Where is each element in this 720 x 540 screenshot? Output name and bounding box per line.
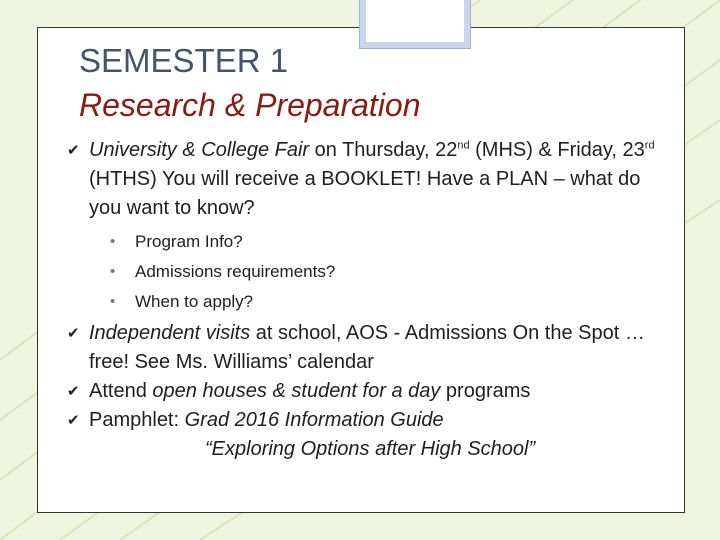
bullet-fair [67,136,667,317]
bullet-open-houses [67,377,667,406]
fair-friday-text: (MHS) & Friday, 23 [469,139,645,161]
programs-text: programs [440,380,531,402]
check-box-icon: ✔ [67,412,80,429]
attend-text: Attend [89,380,153,402]
check-box-icon: ✔ [67,325,80,342]
slide-subtitle: Research & Preparation [79,87,421,123]
check-box-icon: ✔ [67,383,80,400]
subitem-label: Admissions requirements? [135,262,336,281]
fair-date-suffix: nd [457,139,470,152]
fair-label: University & College Fair [89,139,310,161]
fair-subitems [89,227,667,317]
visits-label: Independent visits [89,322,251,344]
list-item [110,287,667,317]
slide-title: SEMESTER 1 [79,42,289,79]
guide-title: Grad 2016 Information Guide [184,409,444,431]
list-item [110,227,667,257]
fair-friday-suffix: rd [644,139,655,152]
guide-subtitle: “Exploring Options after High School” [205,438,536,460]
bullet-pamphlet [67,406,667,464]
list-item [110,257,667,287]
open-houses-label: open houses & student for a day [152,380,441,402]
visits-text: at school, AOS - Admissions On the Spot … free! See Ms. Williams’ calendar [89,322,645,373]
fair-date-text: on Thursday, 22 [309,139,458,161]
bullet-dot-icon: • [110,293,116,310]
bullet-dot-icon: • [110,263,116,280]
subitem-label: Program Info? [135,232,243,251]
bullet-list [67,136,667,464]
subitem-label: When to apply? [135,292,254,311]
decorative-box [360,0,470,48]
fair-booklet-text: (HTHS) You will receive a BOOKLET! Have a PLAN – what do you want to know? [89,168,641,219]
bullet-visits [67,319,667,377]
bullet-dot-icon: • [110,233,116,250]
check-box-icon: ✔ [67,142,80,159]
pamphlet-label: Pamphlet: [89,409,185,431]
